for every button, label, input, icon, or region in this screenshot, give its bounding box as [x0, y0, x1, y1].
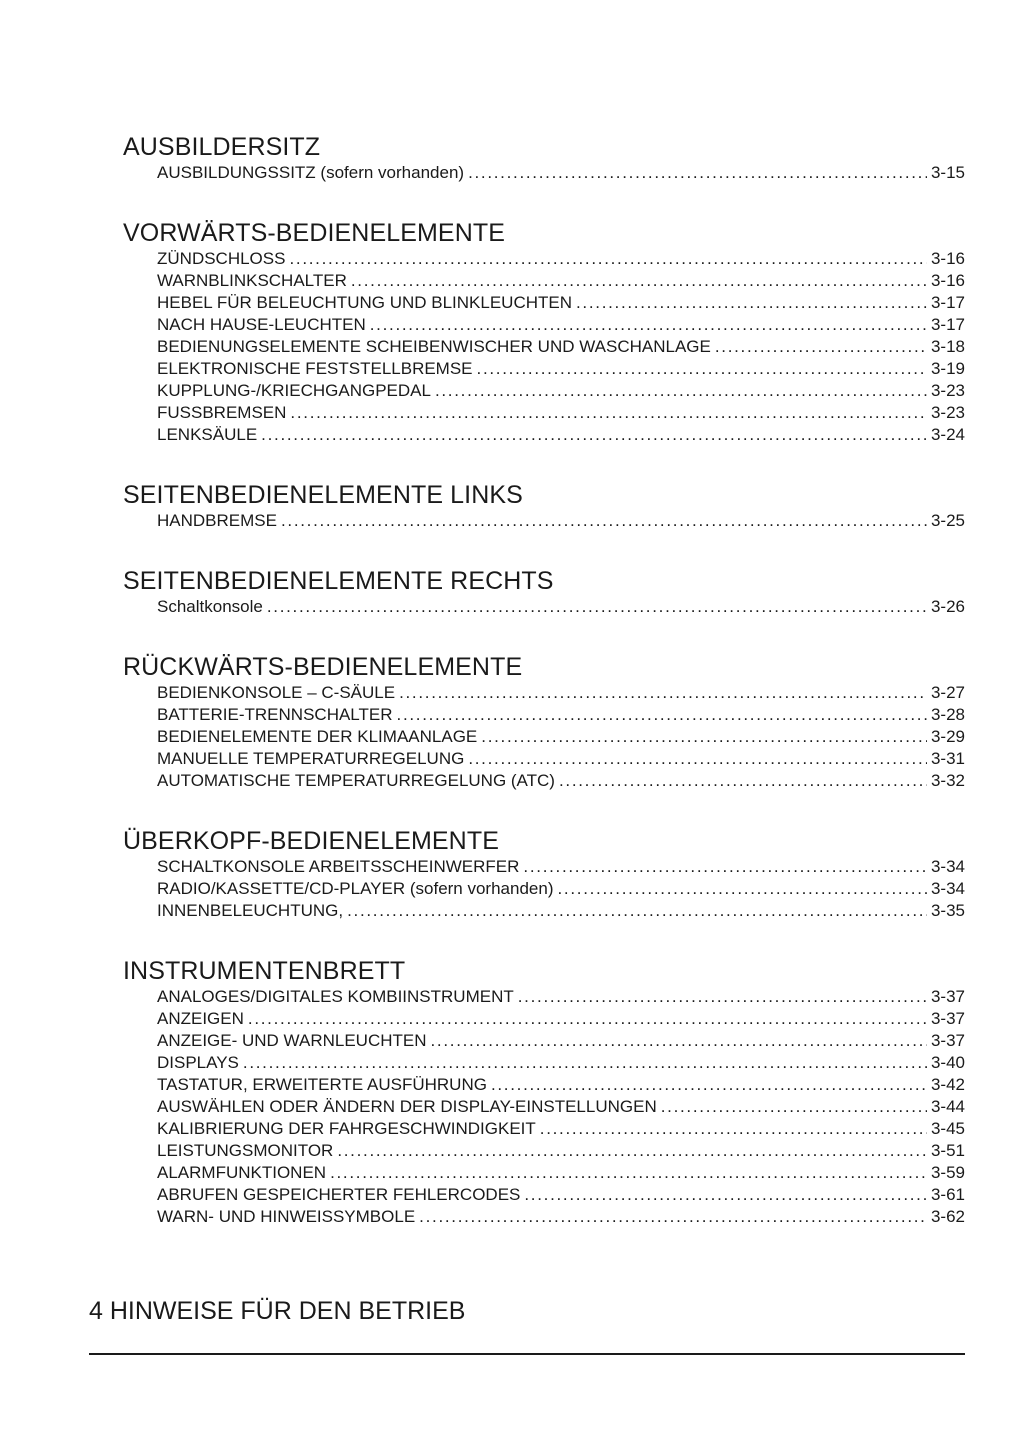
toc-entry-label: RADIO/KASSETTE/CD-PLAYER (sofern vorhanden)	[157, 879, 554, 898]
toc-entry-label: TASTATUR, ERWEITERTE AUSFÜHRUNG	[157, 1075, 487, 1094]
toc-entry[interactable]	[157, 292, 965, 314]
dot-leader	[468, 748, 927, 770]
toc-entry-page: 3-15	[930, 163, 965, 182]
toc-entry-list	[157, 682, 965, 792]
toc-entry[interactable]	[157, 878, 965, 900]
toc-entry-page: 3-61	[930, 1185, 965, 1204]
toc-entry-label: KUPPLUNG-/KRIECHGANGPEDAL	[157, 381, 431, 400]
toc-entry[interactable]	[157, 402, 965, 424]
toc-entry-label: AUSBILDUNGSSITZ (sofern vorhanden)	[157, 163, 465, 182]
dot-leader	[351, 270, 927, 292]
toc-entry-page: 3-51	[930, 1141, 965, 1160]
toc-entry-label: ANALOGES/DIGITALES KOMBIINSTRUMENT	[157, 987, 514, 1006]
toc-entry-page: 3-37	[930, 1031, 965, 1050]
toc-entry-label: ALARMFUNKTIONEN	[157, 1163, 327, 1182]
toc-entry-page: 3-45	[930, 1119, 965, 1138]
toc-entry-page: 3-17	[930, 315, 965, 334]
dot-leader	[330, 1162, 927, 1184]
dot-leader	[399, 682, 927, 704]
dot-leader	[715, 336, 927, 358]
dot-leader	[468, 162, 927, 184]
toc-entry[interactable]	[157, 596, 965, 618]
divider-line	[89, 1353, 965, 1355]
toc-entry[interactable]	[157, 682, 965, 704]
dot-leader	[524, 1184, 927, 1206]
toc-entry-list	[157, 986, 965, 1228]
toc-entry[interactable]	[157, 856, 965, 878]
toc-entry[interactable]	[157, 1030, 965, 1052]
toc-entry-page: 3-16	[930, 249, 965, 268]
toc-entry-label: AUTOMATISCHE TEMPERATURREGELUNG (ATC)	[157, 771, 555, 790]
table-of-contents	[123, 132, 965, 1262]
toc-entry[interactable]	[157, 704, 965, 726]
dot-leader	[661, 1096, 927, 1118]
toc-entry-page: 3-27	[930, 683, 965, 702]
toc-section	[123, 132, 965, 184]
toc-entry-page: 3-35	[930, 901, 965, 920]
toc-entry-list	[157, 856, 965, 922]
dot-leader	[540, 1118, 927, 1140]
toc-section	[123, 480, 965, 532]
toc-entry-page: 3-25	[930, 511, 965, 530]
toc-entry-label: ANZEIGEN	[157, 1009, 244, 1028]
dot-leader	[523, 856, 927, 878]
toc-entry-label: LEISTUNGSMONITOR	[157, 1141, 334, 1160]
dot-leader	[261, 424, 927, 446]
toc-entry-label: ELEKTRONISCHE FESTSTELLBREMSE	[157, 359, 473, 378]
toc-entry[interactable]	[157, 1008, 965, 1030]
toc-entry[interactable]	[157, 770, 965, 792]
toc-entry-label: BEDIENKONSOLE – C-SÄULE	[157, 683, 396, 702]
dot-leader	[431, 1030, 927, 1052]
toc-entry-page: 3-59	[930, 1163, 965, 1182]
toc-entry-page: 3-37	[930, 987, 965, 1006]
toc-entry-page: 3-31	[930, 749, 965, 768]
dot-leader	[337, 1140, 927, 1162]
toc-entry-label: INNENBELEUCHTUNG,	[157, 901, 344, 920]
toc-section	[123, 652, 965, 792]
toc-entry-list	[157, 248, 965, 446]
section-title: SEITENBEDIENELEMENTE LINKS	[123, 481, 523, 509]
toc-entry-page: 3-24	[930, 425, 965, 444]
toc-entry-page: 3-34	[930, 879, 965, 898]
toc-entry[interactable]	[157, 336, 965, 358]
section-title: SEITENBEDIENELEMENTE RECHTS	[123, 567, 554, 595]
toc-entry-page: 3-18	[930, 337, 965, 356]
toc-entry-label: BEDIENUNGSELEMENTE SCHEIBENWISCHER UND WASCHANLAGE	[157, 337, 711, 356]
toc-section	[123, 218, 965, 446]
toc-entry-label: WARNBLINKSCHALTER	[157, 271, 347, 290]
toc-entry[interactable]	[157, 1074, 965, 1096]
toc-entry-page: 3-32	[930, 771, 965, 790]
toc-entry-label: AUSWÄHLEN ODER ÄNDERN DER DISPLAY-EINSTELLUNGEN	[157, 1097, 657, 1116]
dot-leader	[289, 248, 927, 270]
toc-entry-label: NACH HAUSE-LEUCHTEN	[157, 315, 366, 334]
toc-section	[123, 956, 965, 1228]
dot-leader	[243, 1052, 927, 1074]
toc-entry-page: 3-62	[930, 1207, 965, 1226]
toc-entry-page: 3-29	[930, 727, 965, 746]
toc-entry-list	[157, 596, 965, 618]
toc-entry[interactable]	[157, 1118, 965, 1140]
toc-entry-page: 3-28	[930, 705, 965, 724]
toc-entry[interactable]	[157, 314, 965, 336]
toc-entry[interactable]	[157, 748, 965, 770]
toc-entry[interactable]	[157, 270, 965, 292]
toc-entry[interactable]	[157, 1096, 965, 1118]
toc-section	[123, 566, 965, 618]
toc-entry-page: 3-44	[930, 1097, 965, 1116]
dot-leader	[248, 1008, 927, 1030]
toc-entry-page: 3-23	[930, 381, 965, 400]
dot-leader	[281, 510, 927, 532]
section-title: RÜCKWÄRTS-BEDIENELEMENTE	[123, 653, 523, 681]
toc-entry-label: HEBEL FÜR BELEUCHTUNG UND BLINKLEUCHTEN	[157, 293, 572, 312]
dot-leader	[518, 986, 927, 1008]
toc-entry-page: 3-23	[930, 403, 965, 422]
toc-entry[interactable]	[157, 726, 965, 748]
toc-entry-label: Schaltkonsole	[157, 597, 263, 616]
toc-entry-page: 3-19	[930, 359, 965, 378]
section-title: ÜBERKOPF-BEDIENELEMENTE	[123, 827, 499, 855]
toc-entry[interactable]	[157, 162, 965, 184]
toc-entry[interactable]	[157, 380, 965, 402]
toc-entry-page: 3-37	[930, 1009, 965, 1028]
toc-entry-label: ZÜNDSCHLOSS	[157, 249, 286, 268]
toc-entry-label: BATTERIE-TRENNSCHALTER	[157, 705, 393, 724]
toc-entry-page: 3-42	[930, 1075, 965, 1094]
toc-entry-page: 3-26	[930, 597, 965, 616]
toc-entry-label: LENKSÄULE	[157, 425, 258, 444]
toc-entry[interactable]	[157, 424, 965, 446]
dot-leader	[477, 358, 927, 380]
toc-entry[interactable]	[157, 986, 965, 1008]
toc-section	[123, 826, 965, 922]
dot-leader	[370, 314, 927, 336]
toc-entry-page: 3-16	[930, 271, 965, 290]
toc-entry-label: ANZEIGE- UND WARNLEUCHTEN	[157, 1031, 427, 1050]
toc-entry-page: 3-17	[930, 293, 965, 312]
toc-entry-label: SCHALTKONSOLE ARBEITSSCHEINWERFER	[157, 857, 520, 876]
dot-leader	[558, 878, 927, 900]
toc-entry-list	[157, 162, 965, 184]
dot-leader	[290, 402, 927, 424]
toc-entry[interactable]	[157, 1162, 965, 1184]
toc-entry[interactable]	[157, 1140, 965, 1162]
chapter-heading: 4 HINWEISE FÜR DEN BETRIEB	[89, 1297, 466, 1325]
toc-entry-label: ABRUFEN GESPEICHERTER FEHLERCODES	[157, 1185, 521, 1204]
toc-entry-label: FUSSBREMSEN	[157, 403, 287, 422]
toc-entry[interactable]	[157, 510, 965, 532]
toc-entry[interactable]	[157, 1184, 965, 1206]
toc-entry-label: WARN- UND HINWEISSYMBOLE	[157, 1207, 416, 1226]
section-title: INSTRUMENTENBRETT	[123, 957, 406, 985]
toc-entry[interactable]	[157, 900, 965, 922]
section-title: VORWÄRTS-BEDIENELEMENTE	[123, 219, 505, 247]
dot-leader	[419, 1206, 927, 1228]
toc-entry-label: KALIBRIERUNG DER FAHRGESCHWINDIGKEIT	[157, 1119, 536, 1138]
section-title: AUSBILDERSITZ	[123, 133, 321, 161]
dot-leader	[397, 704, 927, 726]
dot-leader	[481, 726, 927, 748]
toc-entry-label: MANUELLE TEMPERATURREGELUNG	[157, 749, 465, 768]
toc-entry[interactable]	[157, 248, 965, 270]
toc-entry-label: DISPLAYS	[157, 1053, 239, 1072]
toc-entry-label: HANDBREMSE	[157, 511, 277, 530]
toc-entry-label: BEDIENELEMENTE DER KLIMAANLAGE	[157, 727, 478, 746]
toc-entry[interactable]	[157, 1206, 965, 1228]
dot-leader	[559, 770, 927, 792]
toc-entry-page: 3-34	[930, 857, 965, 876]
dot-leader	[576, 292, 927, 314]
dot-leader	[347, 900, 927, 922]
toc-entry[interactable]	[157, 1052, 965, 1074]
toc-entry-page: 3-40	[930, 1053, 965, 1072]
dot-leader	[491, 1074, 927, 1096]
dot-leader	[267, 596, 927, 618]
toc-entry[interactable]	[157, 358, 965, 380]
toc-entry-list	[157, 510, 965, 532]
dot-leader	[435, 380, 927, 402]
